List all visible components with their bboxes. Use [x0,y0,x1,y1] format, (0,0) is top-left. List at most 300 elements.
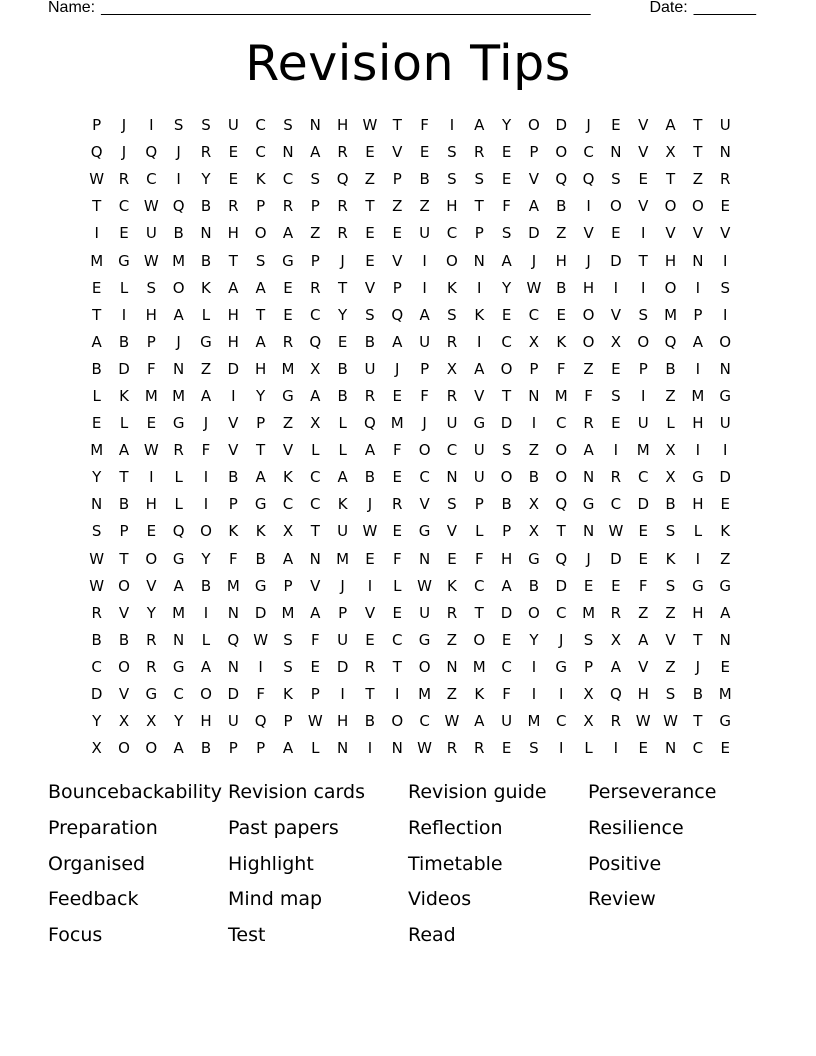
grid-letter: B [556,197,567,216]
grid-letter: J [121,143,127,162]
grid-letter: B [91,359,102,378]
grid-letter: T [693,143,703,162]
grid-letter: L [693,522,703,541]
grid-letter: C [446,441,458,460]
grid-letter: X [665,468,676,487]
grid-letter: N [227,603,239,622]
grid-letter: R [446,386,458,405]
word-list-item: Videos [408,888,472,911]
grid-letter: M [472,657,486,676]
grid-row [83,681,739,708]
grid-letter: Q [555,170,568,189]
grid-letter: I [531,685,537,704]
grid-letter: V [665,224,676,243]
grid-letter: P [474,495,484,514]
grid-letter: V [665,630,676,649]
grid-letter: B [173,224,184,243]
grid-letter: E [583,576,594,595]
grid-letter: H [254,359,267,378]
grid-letter: A [501,576,512,595]
grid-letter: L [393,576,402,595]
grid-letter: C [310,305,321,324]
grid-letter: C [118,197,130,216]
grid-letter: A [692,332,704,351]
grid-letter: E [283,278,293,297]
grid-letter: P [502,522,512,541]
grid-letter: F [556,359,566,378]
grid-letter: I [176,170,181,189]
grid-row [83,356,739,383]
grid-letter: C [556,603,567,622]
grid-letter: N [282,143,294,162]
grid-letter: G [692,576,704,595]
grid-letter: H [582,278,595,297]
grid-letter: B [364,332,376,351]
grid-letter: E [638,549,648,568]
grid-letter: C [692,739,704,758]
grid-letter: R [337,143,348,162]
grid-row [83,139,739,166]
grid-letter: A [200,657,212,676]
grid-letter: B [337,386,348,405]
grid-letter: B [200,576,212,595]
grid-letter: Z [528,441,540,460]
grid-letter: Z [665,603,676,622]
grid-letter: V [692,224,704,243]
worksheet-header [48,0,756,20]
grid-letter: U [473,441,485,460]
grid-letter: C [583,143,594,162]
grid-letter: H [336,712,349,731]
grid-letter: E [228,170,239,189]
grid-letter: V [392,251,403,270]
grid-letter: T [365,685,375,704]
grid-letter: E [392,603,403,622]
grid-letter: E [611,116,621,135]
grid-letter: C [637,468,649,487]
grid-letter: B [337,359,348,378]
grid-letter: R [446,603,458,622]
grid-letter: P [92,116,102,135]
grid-letter: N [582,522,595,541]
grid-letter: V [638,116,649,135]
grid-letter: A [392,332,403,351]
grid-letter: F [201,441,211,460]
grid-letter: H [637,685,649,704]
grid-letter: P [119,522,129,541]
grid-letter: B [665,359,676,378]
grid-letter: T [392,657,402,676]
grid-letter: R [200,143,212,162]
grid-letter: X [583,712,594,731]
grid-letter: R [583,414,594,433]
grid-letter: D [610,251,622,270]
word-list-item: Bouncebackability [48,781,222,803]
grid-letter: H [227,305,239,324]
grid-letter: D [254,603,267,622]
grid-letter: R [610,712,622,731]
grid-letter: T [474,603,484,622]
name-label: Name: [48,0,96,16]
grid-letter: O [145,549,158,568]
grid-letter: R [282,197,294,216]
grid-row [83,247,739,274]
grid-letter: O [500,468,513,487]
grid-letter: Z [583,359,594,378]
grid-letter: J [586,549,591,568]
grid-letter: S [365,305,375,324]
grid-letter: N [446,657,458,676]
grid-letter: I [94,224,99,243]
grid-letter: E [392,468,403,487]
word-list-item: Read [408,924,456,947]
grid-letter: E [720,495,730,514]
grid-letter: R [146,630,157,649]
grid-letter: P [310,685,320,704]
grid-letter: R [446,332,458,351]
grid-letter: D [500,414,513,433]
grid-letter: B [91,630,102,649]
grid-letter: R [173,441,184,460]
grid-letter: W [89,170,105,189]
grid-letter: M [718,685,732,704]
grid-letter: E [720,657,730,676]
grid-letter: W [526,278,542,297]
grid-letter: Y [529,630,539,649]
grid-letter: Z [310,224,321,243]
grid-letter: O [637,332,650,351]
word-list-item: Timetable [408,852,503,875]
grid-letter: K [665,549,676,568]
grid-letter: U [337,630,349,649]
grid-letter: S [529,739,539,758]
grid-letter: L [174,495,183,514]
grid-letter: E [91,278,102,297]
grid-letter: I [203,468,209,487]
grid-letter: A [200,386,212,405]
grid-letter: P [256,739,266,758]
grid-letter: O [555,143,568,162]
grid-letter: A [91,332,102,351]
grid-letter: M [390,414,404,433]
grid-letter: I [695,278,701,297]
grid-letter: T [256,441,266,460]
word-list-item: Review [588,888,656,911]
grid-letter: K [447,576,457,595]
grid-letter: K [255,170,266,189]
grid-letter: E [146,414,157,433]
grid-letter: S [665,685,676,704]
grid-letter: P [420,359,430,378]
grid-letter: S [501,224,512,243]
grid-letter: K [720,522,731,541]
grid-letter: Q [172,522,185,541]
grid-letter: J [395,359,400,378]
grid-letter: N [446,468,458,487]
grid-letter: H [446,197,458,216]
grid-letter: Q [609,685,622,704]
grid-letter: I [586,197,591,216]
grid-letter: H [692,414,704,433]
grid-letter: N [473,251,485,270]
grid-letter: T [693,116,703,135]
grid-letter: S [638,305,648,324]
grid-letter: G [692,468,704,487]
grid-letter: R [337,197,348,216]
grid-letter: O [582,332,595,351]
grid-letter: C [556,414,567,433]
grid-letter: U [419,224,431,243]
grid-letter: I [477,332,482,351]
word-list-item: Highlight [228,852,314,875]
grid-letter: L [119,278,129,297]
grid-letter: J [340,251,345,270]
grid-letter: G [719,386,732,405]
grid-letter: Z [364,170,376,189]
grid-letter: M [664,305,678,324]
grid-letter: A [665,116,676,135]
grid-letter: U [637,414,649,433]
grid-letter: X [528,522,540,541]
grid-letter: U [145,224,157,243]
grid-letter: O [145,739,158,758]
grid-letter: R [392,495,403,514]
grid-letter: A [173,739,184,758]
grid-letter: E [337,332,348,351]
grid-letter: X [610,332,622,351]
grid-letter: Q [145,143,158,162]
grid-letter: N [719,630,731,649]
grid-letter: G [719,576,732,595]
grid-letter: I [203,495,209,514]
grid-row [83,275,739,302]
grid-letter: A [282,549,294,568]
grid-letter: O [582,305,595,324]
grid-letter: V [364,278,376,297]
grid-letter: M [554,386,568,405]
word-list-item: Resilience [588,816,684,839]
grid-letter: P [638,359,648,378]
grid-letter: O [609,197,622,216]
grid-letter: V [638,657,649,676]
grid-letter: O [691,197,704,216]
grid-letter: I [422,251,427,270]
grid-letter: K [119,386,129,405]
grid-letter: E [638,739,648,758]
grid-letter: E [447,549,457,568]
grid-letter: Z [446,685,458,704]
grid-row [83,166,739,193]
grid-row [83,708,739,735]
grid-row [83,410,739,437]
grid-letter: X [91,739,102,758]
grid-letter: D [336,657,349,676]
grid-row [83,193,739,220]
grid-letter: W [444,712,460,731]
grid-letter: M [172,251,186,270]
grid-letter: K [474,305,485,324]
grid-letter: W [89,549,105,568]
grid-letter: F [502,685,511,704]
grid-letter: C [419,712,430,731]
grid-letter: N [692,251,704,270]
grid-letter: Z [419,197,430,216]
grid-letter: K [337,495,348,514]
grid-letter: A [118,441,130,460]
grid-letter: T [119,468,129,487]
grid-letter: R [610,603,622,622]
grid-letter: Y [502,278,512,297]
grid-letter: G [282,251,294,270]
grid-letter: Y [256,386,266,405]
date-line: _______ [693,0,756,16]
grid-letter: H [664,251,677,270]
grid-letter: N [337,739,349,758]
grid-letter: V [583,224,594,243]
grid-letter: H [200,712,212,731]
grid-letter: E [365,549,375,568]
grid-letter: X [146,712,157,731]
grid-letter: J [121,116,127,135]
grid-letter: K [474,685,485,704]
grid-letter: O [473,630,486,649]
grid-letter: U [719,414,731,433]
grid-letter: L [92,386,101,405]
grid-letter: D [610,549,622,568]
grid-letter: B [556,278,567,297]
grid-letter: I [367,739,373,758]
grid-letter: I [722,305,728,324]
grid-letter: J [176,143,181,162]
grid-letter: P [529,143,539,162]
grid-letter: Y [201,549,211,568]
grid-letter: D [719,468,731,487]
grid-letter: K [556,332,567,351]
grid-letter: E [392,224,403,243]
grid-letter: G [145,685,158,704]
grid-row [83,302,739,329]
grid-letter: E [392,522,403,541]
grid-letter: V [228,441,239,460]
grid-letter: E [501,170,512,189]
grid-letter: O [418,441,431,460]
grid-letter: Z [665,386,676,405]
grid-letter: A [474,712,485,731]
grid-letter: I [641,386,646,405]
grid-letter: G [254,495,267,514]
grid-letter: E [611,414,621,433]
grid-letter: E [365,630,375,649]
grid-row [83,437,739,464]
grid-letter: V [228,414,239,433]
grid-letter: T [310,522,320,541]
grid-letter: C [255,116,266,135]
grid-row [83,491,739,518]
grid-letter: V [528,170,540,189]
grid-letter: R [446,739,458,758]
grid-letter: N [582,468,595,487]
grid-row [83,546,739,573]
grid-letter: C [282,495,294,514]
grid-letter: W [635,712,651,731]
grid-letter: W [362,116,378,135]
grid-letter: U [473,468,485,487]
grid-letter: A [337,468,348,487]
grid-letter: I [695,359,701,378]
grid-letter: T [92,305,102,324]
grid-letter: G [555,657,568,676]
grid-letter: J [422,414,427,433]
grid-letter: R [364,386,376,405]
grid-letter: J [695,657,701,676]
grid-letter: O [391,712,404,731]
grid-letter: Z [720,549,731,568]
grid-letter: O [118,657,130,676]
grid-letter: N [200,224,212,243]
grid-row [83,112,739,139]
grid-letter: Q [364,414,376,433]
grid-letter: I [531,657,537,676]
grid-letter: A [583,441,594,460]
grid-letter: Y [201,170,211,189]
grid-letter: B [419,170,430,189]
grid-letter: G [172,549,185,568]
grid-letter: O [200,522,212,541]
grid-row [83,600,739,627]
grid-letter: C [474,576,485,595]
grid-letter: Q [227,630,240,649]
grid-letter: S [447,170,457,189]
word-search-grid [83,112,739,762]
grid-letter: A [310,603,321,622]
grid-letter: P [310,251,320,270]
grid-letter: Q [90,143,103,162]
grid-letter: S [146,278,157,297]
grid-letter: H [227,224,239,243]
word-list-item: Mind map [228,888,323,911]
grid-letter: C [610,495,622,514]
grid-letter: I [695,441,701,460]
grid-letter: W [143,251,159,270]
word-list [48,776,768,955]
grid-letter: S [447,143,457,162]
grid-letter: W [143,197,159,216]
grid-letter: A [255,468,266,487]
grid-letter: V [446,522,458,541]
grid-letter: M [226,576,240,595]
grid-letter: C [556,712,567,731]
grid-letter: Y [146,603,156,622]
grid-letter: P [693,305,703,324]
grid-letter: E [146,522,157,541]
grid-letter: T [92,197,102,216]
grid-letter: L [201,305,211,324]
grid-letter: Z [665,657,676,676]
grid-letter: T [256,305,266,324]
grid-letter: O [446,251,458,270]
grid-letter: E [501,630,512,649]
grid-letter: G [719,712,732,731]
grid-letter: A [173,576,184,595]
grid-letter: V [118,685,130,704]
grid-letter: D [637,495,649,514]
grid-letter: X [528,332,540,351]
grid-letter: U [419,603,431,622]
grid-letter: G [582,495,595,514]
grid-letter: G [473,414,486,433]
grid-letter: C [255,143,266,162]
word-list-item: Test [228,924,266,947]
